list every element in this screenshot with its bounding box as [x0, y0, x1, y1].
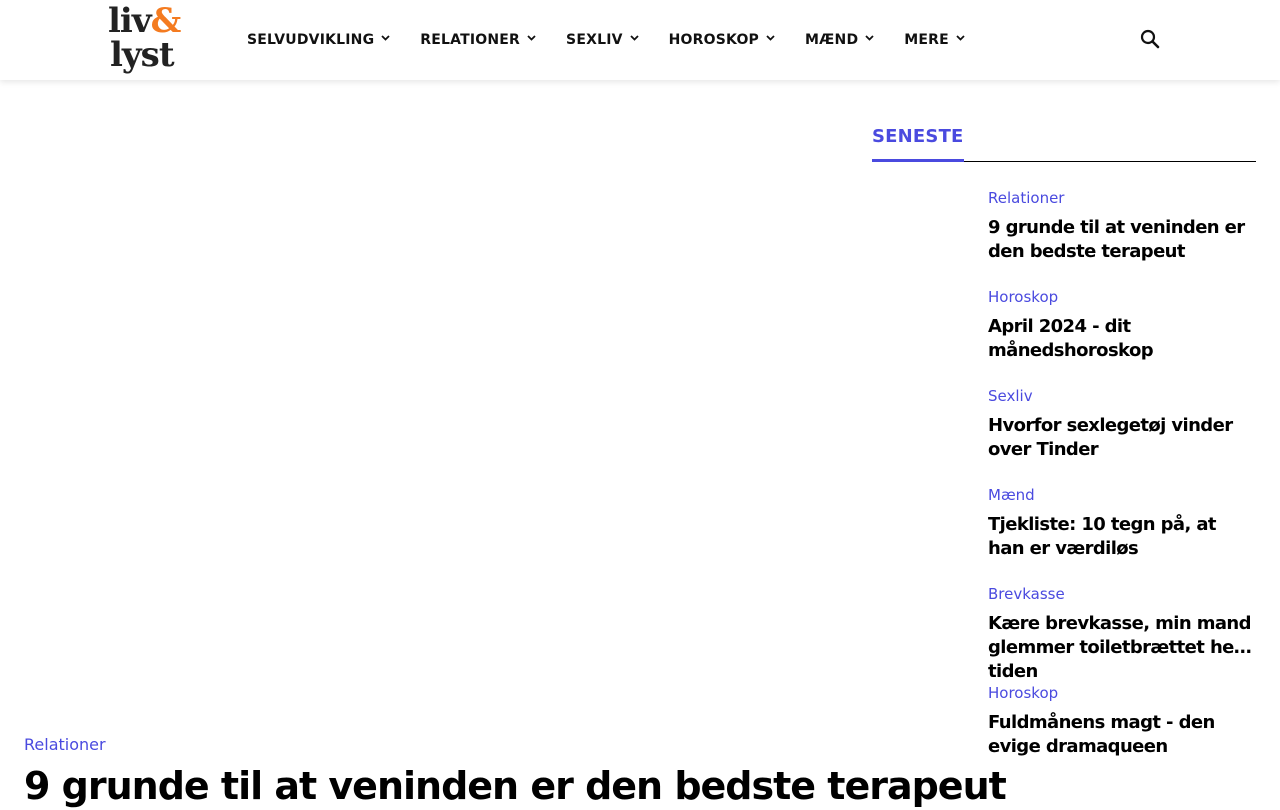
item-title[interactable]: April 2024 - dit månedshoroskop: [988, 316, 1153, 361]
list-item[interactable]: [872, 188, 1256, 287]
nav-item-label: RELATIONER: [420, 32, 521, 48]
item-category-link[interactable]: Mænd: [988, 486, 1035, 504]
item-title[interactable]: Fuldmånens magt - den evige dramaqueen: [988, 712, 1215, 757]
main-nav: [232, 0, 980, 80]
search-icon: [1138, 27, 1162, 51]
article-thumbnail[interactable]: [872, 584, 972, 660]
logo-text-lyst: lyst: [110, 35, 174, 75]
chevron-down-icon: [527, 35, 536, 44]
item-category-link[interactable]: Sexliv: [988, 387, 1033, 405]
nav-item-label: SEXLIV: [566, 32, 623, 48]
nav-item-sexliv[interactable]: [551, 0, 654, 80]
chevron-down-icon: [865, 35, 874, 44]
item-category-link[interactable]: Brevkasse: [988, 585, 1065, 603]
list-item[interactable]: [872, 386, 1256, 485]
article-title[interactable]: 9 grunde til at veninden er den bedste terapeut: [24, 764, 1006, 808]
site-logo[interactable]: [108, 1, 192, 78]
featured-image[interactable]: [24, 104, 840, 724]
article-thumbnail[interactable]: [872, 386, 972, 462]
chevron-down-icon: [381, 35, 390, 44]
article-category-link[interactable]: Relationer: [24, 735, 106, 754]
list-item[interactable]: [872, 683, 1256, 782]
site-header: [0, 0, 1280, 80]
item-title[interactable]: Tjekliste: 10 tegn på, at han er værdiløs: [988, 514, 1216, 559]
nav-item-label: SELVUDVIKLING: [247, 32, 375, 48]
article-thumbnail[interactable]: [872, 188, 972, 264]
logo-text-liv: liv: [108, 1, 151, 41]
nav-item-relationer[interactable]: [405, 0, 551, 80]
chevron-down-icon: [766, 35, 775, 44]
item-category-link[interactable]: Horoskop: [988, 684, 1059, 702]
item-category-link[interactable]: Relationer: [988, 189, 1065, 207]
item-title[interactable]: 9 grunde til at veninden er den bedste terapeut: [988, 217, 1245, 262]
search-button[interactable]: [1138, 27, 1162, 51]
nav-item-label: MERE: [904, 32, 949, 48]
item-title[interactable]: Kære brevkasse, min mand glemmer toiletbrættet hele tiden: [988, 613, 1251, 682]
nav-item-label: HOROSKOP: [668, 32, 760, 48]
logo-ampersand: &: [150, 1, 181, 41]
nav-item-mere[interactable]: [889, 0, 980, 80]
article-thumbnail[interactable]: [872, 683, 972, 759]
article-thumbnail[interactable]: [872, 485, 972, 561]
chevron-down-icon: [630, 35, 639, 44]
nav-item-maend[interactable]: [790, 0, 889, 80]
list-item[interactable]: [872, 485, 1256, 584]
nav-item-selvudvikling[interactable]: [232, 0, 405, 80]
item-category-link[interactable]: Horoskop: [988, 288, 1059, 306]
item-title[interactable]: Hvorfor sexlegetøj vinder over Tinder: [988, 415, 1233, 460]
sidebar-heading-label: SENESTE: [872, 126, 964, 162]
sidebar-heading: [872, 126, 1256, 162]
nav-item-label: MÆND: [805, 32, 859, 48]
nav-item-horoskop[interactable]: [654, 0, 790, 80]
article-thumbnail[interactable]: [872, 287, 972, 363]
latest-sidebar: [872, 126, 1256, 757]
list-item[interactable]: [872, 584, 1256, 683]
latest-list: [872, 188, 1256, 782]
list-item[interactable]: [872, 287, 1256, 386]
chevron-down-icon: [956, 35, 965, 44]
